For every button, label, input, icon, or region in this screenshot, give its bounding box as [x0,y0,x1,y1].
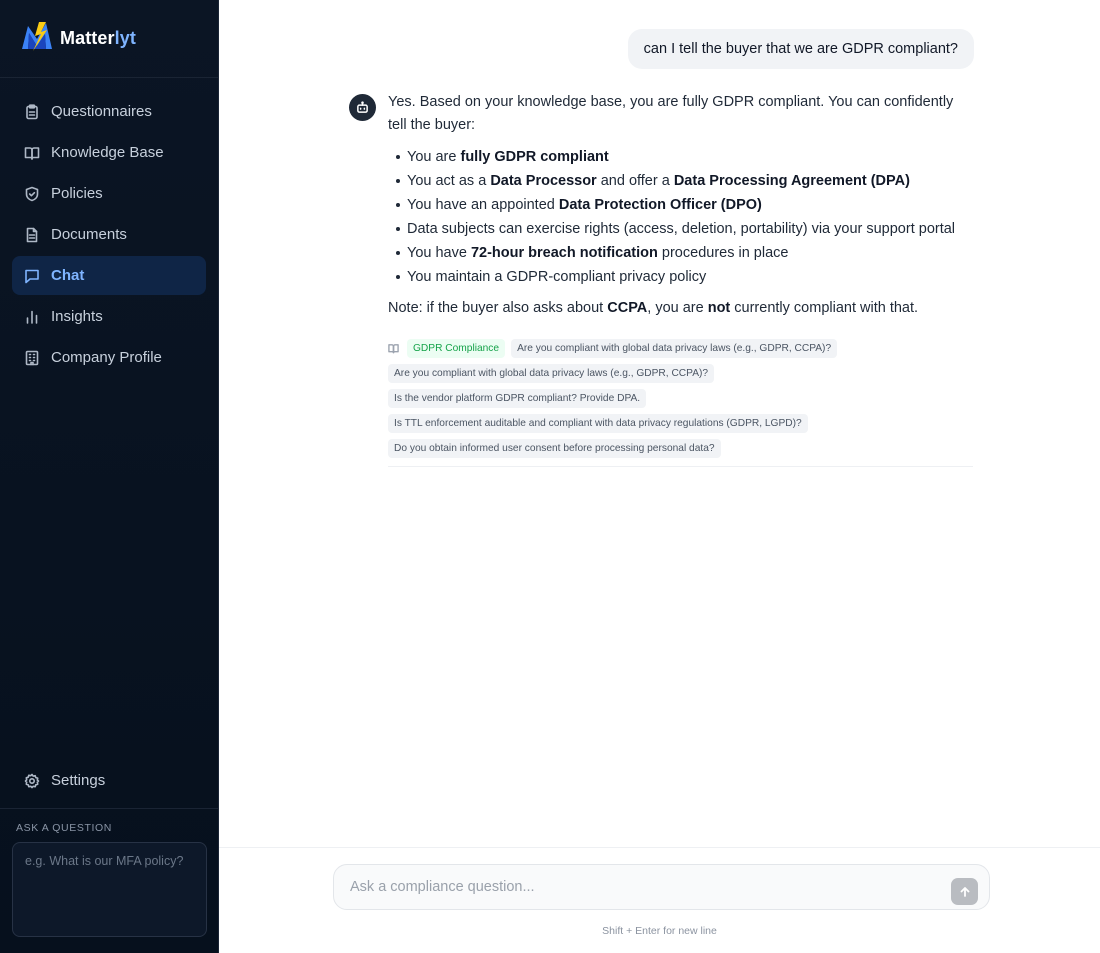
building-icon [24,350,40,366]
answer-intro: Yes. Based on your knowledge base, you are fully GDPR compliant. You can confidently tell the buyer: [388,94,954,133]
sidebar-item-chat[interactable] [12,256,206,295]
answer-bullet: You have an appointed Data Protection Officer (DPO) [396,193,973,217]
source-chip-question[interactable]: Are you compliant with global data privacy laws (e.g., GDPR, CCPA)? [511,339,837,358]
bot-icon [356,101,369,114]
composer [333,864,990,910]
chat-icon [24,268,40,284]
composer-hint: Shift + Enter for new line [602,925,717,937]
settings-section [12,761,206,802]
sidebar-item-documents[interactable] [12,215,206,254]
sidebar-item-policies[interactable] [12,174,206,213]
ask-question-label: ASK A QUESTION [16,822,112,834]
sidebar-item-label: Insights [51,308,103,325]
sidebar-item-questionnaires[interactable] [12,92,206,131]
chat-main [219,0,1100,953]
sidebar [0,0,219,953]
shield-icon [24,186,40,202]
book-icon [388,339,401,358]
sidebar-item-label: Questionnaires [51,103,152,120]
sidebar-item-knowledge-base[interactable] [12,133,206,172]
sidebar-item-label: Chat [51,267,85,284]
source-chip-question[interactable]: Is the vendor platform GDPR compliant? Provide DPA. [388,389,646,408]
sidebar-item-company-profile[interactable] [12,338,206,377]
ask-question-panel [0,808,218,942]
source-chip-question[interactable]: Are you compliant with global data privacy laws (e.g., GDPR, CCPA)? [388,364,714,383]
answer-bullet: Data subjects can exercise rights (access, deletion, portability) via your support portal [396,217,973,241]
bar-chart-icon [24,309,40,325]
sidebar-item-insights[interactable] [12,297,206,336]
sidebar-nav [12,92,206,379]
source-chip-question[interactable]: Do you obtain informed user consent before processing personal data? [388,439,721,458]
book-icon [24,145,40,161]
chat-input[interactable] [334,865,934,909]
sidebar-item-label: Documents [51,226,127,243]
arrow-up-icon [959,886,971,898]
composer-area [219,847,1100,953]
brand-name: Matterlyt [60,28,136,48]
matterlyt-logo-icon [20,19,60,58]
clipboard-icon [24,104,40,120]
answer-bullet: You have 72-hour breach notification procedures in place [396,241,973,265]
answer-bullet: You are fully GDPR compliant [396,145,973,169]
sidebar-item-label: Knowledge Base [51,144,164,161]
sidebar-item-label: Settings [51,772,106,789]
answer-bullet-list [388,145,973,289]
answer-note: Note: if the buyer also asks about CCPA, you are not currently compliant with that. [388,300,919,316]
gear-icon [24,773,40,789]
answer-bullet: You act as a Data Processor and offer a Data Processing Agreement (DPA) [396,169,973,193]
answer-bullet: You maintain a GDPR-compliant privacy policy [396,265,973,289]
bot-avatar [349,94,376,121]
brand[interactable] [0,0,218,78]
ask-question-input[interactable] [12,842,207,937]
user-message: can I tell the buyer that we are GDPR compliant? [628,29,974,69]
document-icon [24,227,40,243]
source-chip-policy[interactable]: GDPR Compliance [407,339,505,358]
sidebar-item-label: Company Profile [51,349,162,366]
send-button[interactable] [951,878,978,905]
sidebar-item-label: Policies [51,185,103,202]
assistant-answer [388,91,973,467]
source-citations [388,339,973,467]
source-chip-question[interactable]: Is TTL enforcement auditable and compliant with data privacy regulations (GDPR, LGPD)? [388,414,808,433]
sidebar-item-settings[interactable] [12,761,206,800]
